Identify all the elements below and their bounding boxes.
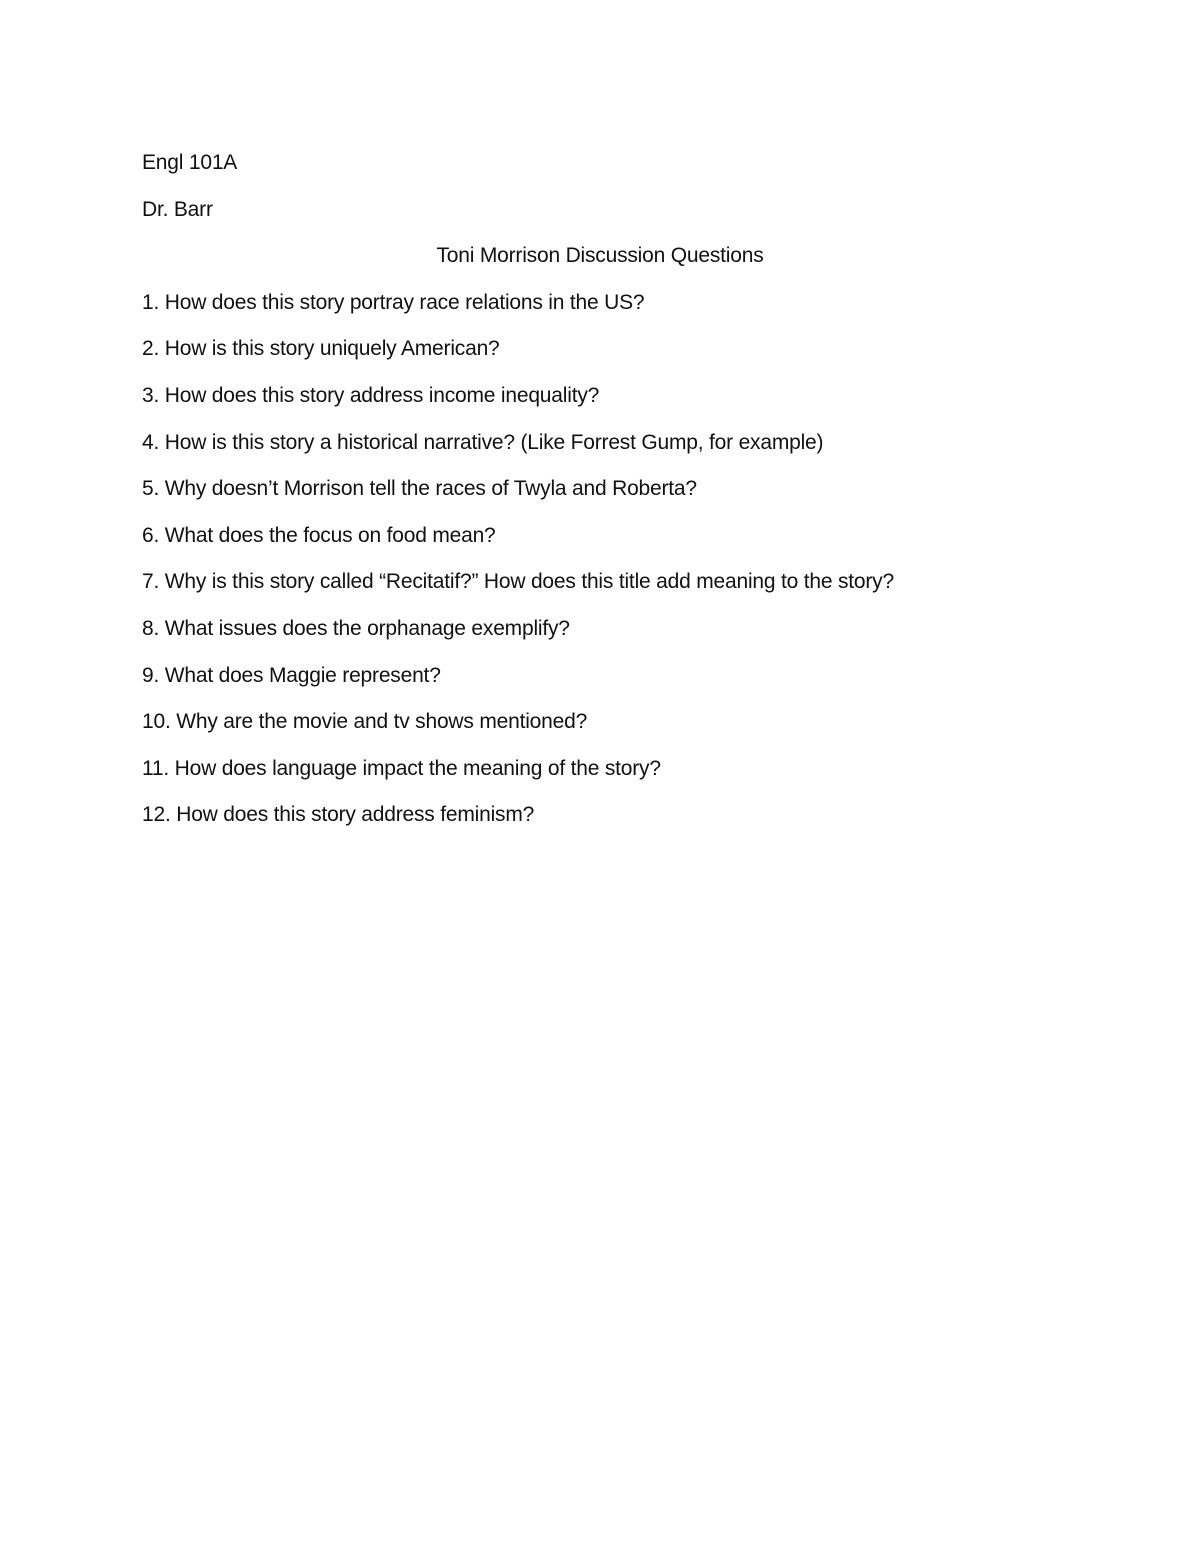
question-item: 1. How does this story portray race relations in the US? — [142, 290, 645, 314]
question-item: 10. Why are the movie and tv shows mentioned? — [142, 710, 588, 734]
question-item: 7. Why is this story called “Recitatif?” How does this title add meaning to the story? — [142, 570, 894, 594]
question-item: 3. How does this story address income inequality? — [142, 383, 600, 407]
question-item: 5. Why doesn’t Morrison tell the races of Twyla and Roberta? — [142, 477, 697, 501]
question-item: 9. What does Maggie represent? — [142, 663, 441, 687]
document-title: Toni Morrison Discussion Questions — [436, 244, 764, 268]
course-code: Engl 101A — [142, 151, 238, 174]
question-item: 4. How is this story a historical narrative? (Like Forrest Gump, for example) — [142, 430, 824, 454]
document-body — [142, 140, 1062, 839]
question-item: 2. How is this story uniquely American? — [142, 337, 500, 361]
question-item: 11. How does language impact the meaning of the story? — [142, 756, 661, 780]
question-list — [142, 280, 1062, 839]
question-item: 12. How does this story address feminism? — [142, 803, 535, 827]
instructor-name: Dr. Barr — [142, 197, 213, 221]
question-item: 6. What does the focus on food mean? — [142, 523, 496, 547]
question-item: 8. What issues does the orphanage exemplify? — [142, 616, 570, 640]
